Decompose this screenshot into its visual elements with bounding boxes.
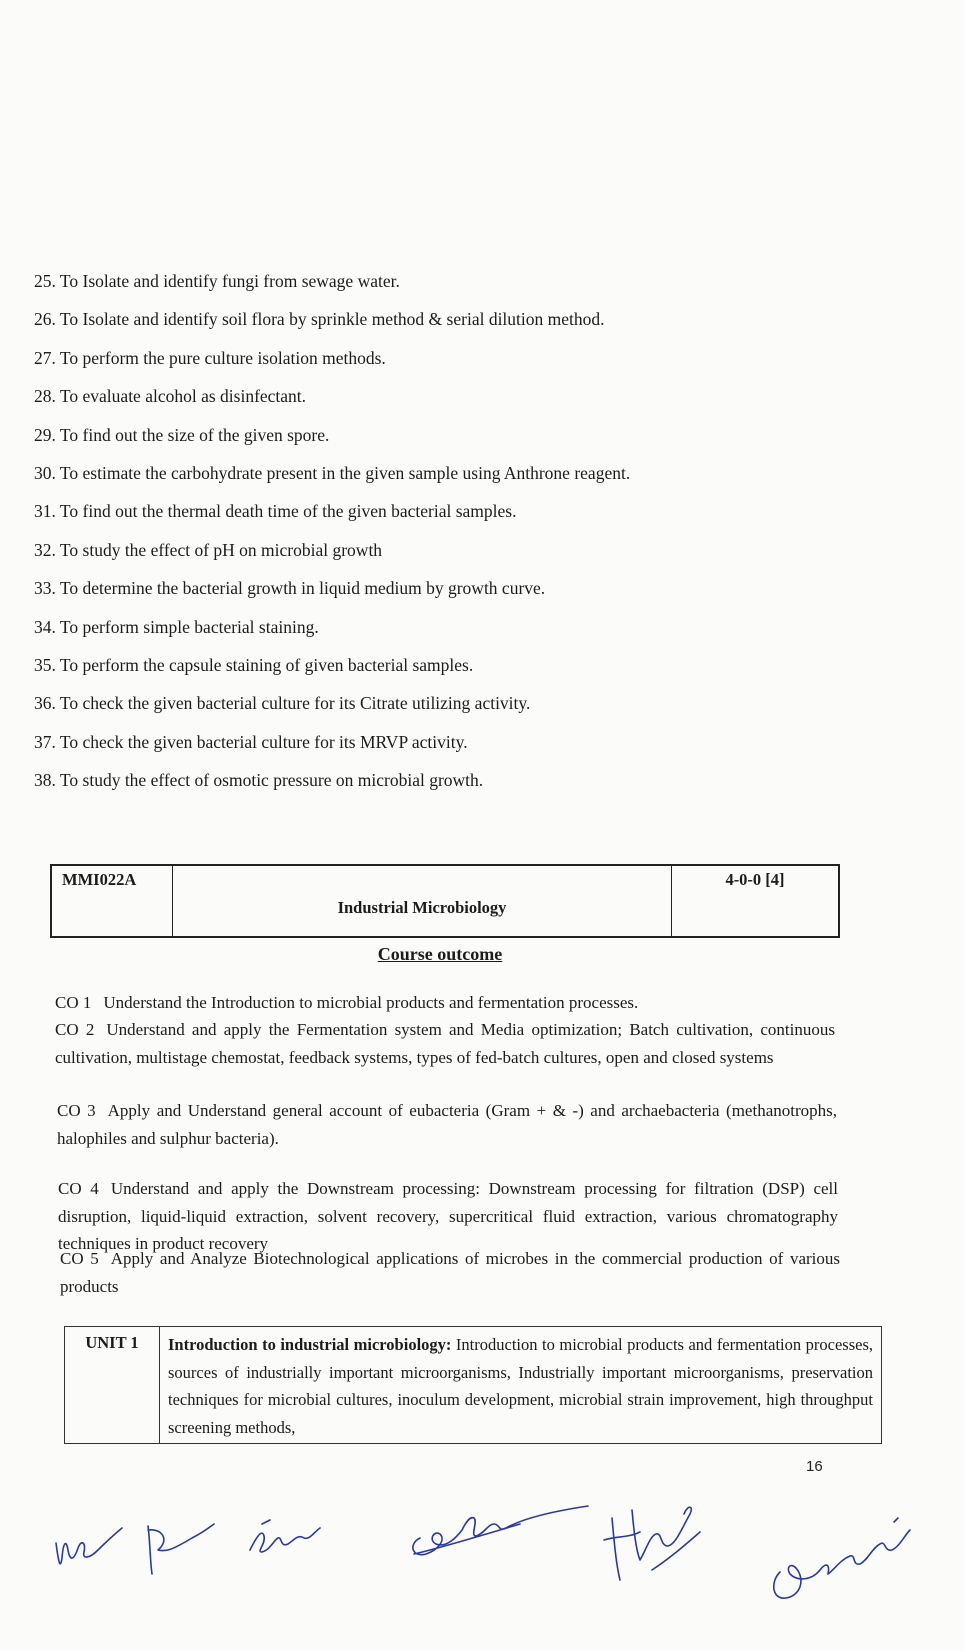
co-text: Understand and apply the Fermentation system and Media optimization; Batch cultivation, continuous cultivation, multistage chemostat, feedback systems, types of fed-batch cultures, open and closed systems [55,1020,835,1067]
signature-5 [604,1507,700,1580]
unit-table [64,1326,882,1444]
experiment-item: 29. To find out the size of the given spore. [34,424,330,445]
signatures [0,1440,965,1651]
course-outcome-heading: Course outcome [377,944,503,964]
co-text: Apply and Understand general account of eubacteria (Gram + & -) and archaebacteria (methanotrophs, halophiles and sulphur bacteria). [57,1101,837,1148]
experiment-item: 32. To study the effect of pH on microbial growth [34,539,383,560]
co-label: CO 3 [57,1101,96,1120]
experiment-item: 35. To perform the capsule staining of given bacterial samples. [34,655,474,676]
signature-3 [250,1520,320,1552]
co-label: CO 4 [58,1179,99,1198]
unit-label: UNIT 1 [65,1327,160,1444]
course-outcome-item [55,989,835,1017]
course-credits: 4-0-0 [4] [672,865,840,937]
experiment-list [34,262,834,800]
signature-1 [56,1528,122,1564]
experiment-item: 27. To perform the pure culture isolation methods. [34,347,386,368]
course-code: MMI022A [51,865,173,937]
co-label: CO 5 [60,1249,99,1268]
experiment-item: 37. To check the given bacterial culture for its MRVP activity. [34,731,468,752]
signature-4 [413,1506,588,1555]
co-label: CO 2 [55,1020,95,1039]
page-number: 16 [806,1458,823,1475]
signature-6 [774,1518,910,1598]
experiment-item: 26. To Isolate and identify soil flora by sprinkle method & serial dilution method. [34,309,605,330]
experiment-item: 30. To estimate the carbohydrate present in the given sample using Anthrone reagent. [34,463,631,484]
course-outcome-item [57,1097,837,1152]
unit-text: Introduction to microbial products and fermentation processes, sources of industrially important microorganisms, Industrially important microorganisms, preservation techniques for microbial cultures, inoculum development, microbial strain improvement, high throughput screening methods, [168,1335,873,1437]
experiment-item: 33. To determine the bacterial growth in liquid medium by growth curve. [34,578,546,599]
experiment-item: 36. To check the given bacterial culture for its Citrate utilizing activity. [34,693,531,714]
experiment-item: 38. To study the effect of osmotic pressure on microbial growth. [34,770,484,791]
course-outcome-item [55,1016,835,1071]
co-text: Understand the Introduction to microbial products and fermentation processes. [103,993,639,1012]
unit-heading: Introduction to industrial microbiology: [168,1335,452,1354]
experiment-item: 25. To Isolate and identify fungi from sewage water. [34,271,400,291]
course-outcome-item [60,1245,840,1300]
course-title: Industrial Microbiology [173,865,672,937]
co-label: CO 1 [55,993,92,1012]
unit-content [160,1327,882,1444]
experiment-item: 28. To evaluate alcohol as disinfectant. [34,386,307,407]
experiment-item: 31. To find out the thermal death time of the given bacterial samples. [34,501,517,522]
course-header-table [50,864,840,938]
co-text: Understand and apply the Downstream processing: Downstream processing for filtration (DSP) cell disruption, liquid-liquid extraction, solvent recovery, supercritical fluid extraction, various chromatography techniques in product recovery [58,1179,838,1253]
signature-2 [148,1524,214,1574]
co-text: Apply and Analyze Biotechnological applications of microbes in the commercial production of various products [60,1249,840,1296]
experiment-item: 34. To perform simple bacterial staining. [34,616,319,637]
